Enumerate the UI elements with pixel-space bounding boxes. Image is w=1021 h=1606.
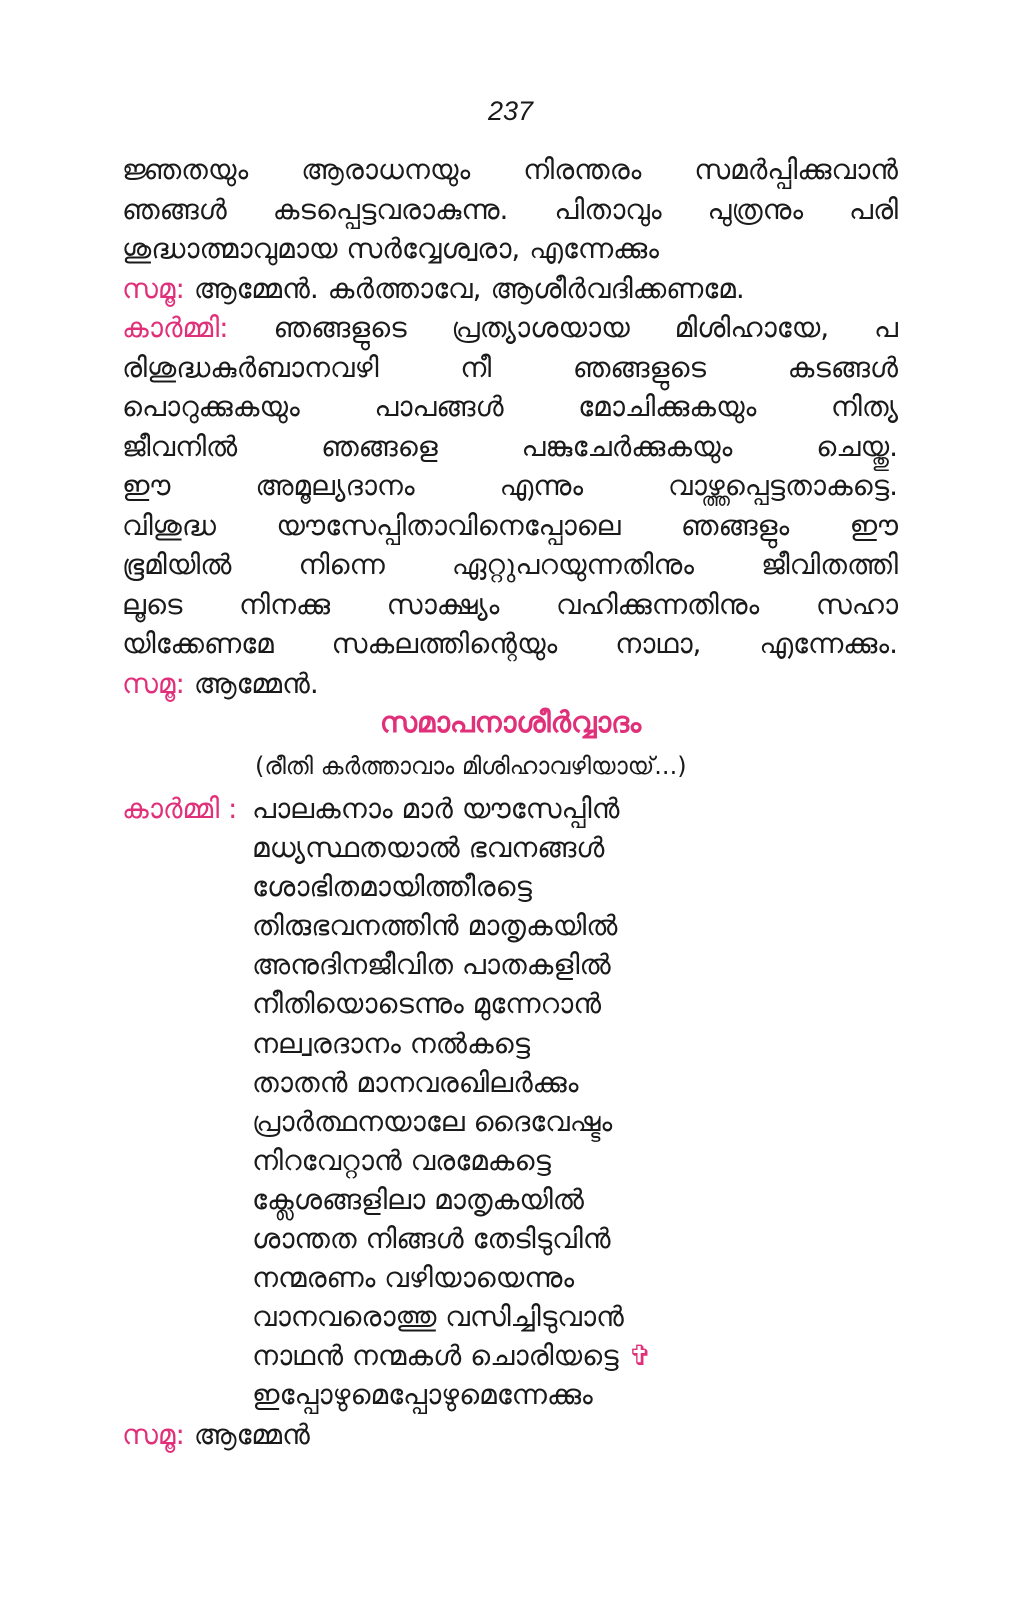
prose-text: ഈ അമൂല്യദാനം എന്നും വാഴ്ത്തപ്പെട്ടതാകട്ടെ. — [122, 469, 898, 502]
speaker-label: സമൂ: — [122, 271, 185, 305]
hymn-line — [252, 1024, 652, 1063]
prose-text: യിക്കേണമേ സകലത്തിന്റെയും നാഥാ, എന്നേക്കും. — [122, 627, 898, 660]
prose-text: ഞങ്ങളുടെ പ്രത്യാശയായ മിശിഹായേ, പ — [273, 311, 899, 344]
hymn-line-text: പ്രാർത്ഥനയാലേ ദൈവേഷ്ടം — [252, 1104, 613, 1138]
section-heading: സമാപനാശീർവ്വാദം — [379, 705, 642, 739]
hymn-line — [252, 1063, 652, 1102]
final-response-text: ആമ്മേൻ — [193, 1418, 310, 1451]
hymn-line — [252, 906, 652, 945]
tune-note: (രീതി കർത്താവാം മിശിഹാവഴിയായ്...) — [255, 752, 687, 780]
hymn-line-text: വാനവരൊത്തു വസിച്ചിടുവാൻ — [252, 1300, 624, 1334]
prose-line — [122, 348, 898, 388]
prose-text: വിശുദ്ധ യൗസേപ്പിതാവിനെപ്പോലെ ഞങ്ങളും ഈ — [122, 508, 898, 542]
hymn-line-text: നിറവേറ്റാൻ വരമേകട്ടെ — [252, 1143, 551, 1177]
page-number: 237 — [487, 96, 534, 126]
prose-line — [122, 269, 898, 309]
hymn-line-text: അനുദിനജീവിത പാതകളിൽ — [252, 948, 611, 982]
hymn-line — [252, 984, 652, 1023]
speaker-label: സമൂ: — [122, 666, 185, 700]
prose-text: ലൂടെ നിനക്കു സാക്ഷ്യം വഹിക്കുന്നതിനും സഹാ — [122, 587, 898, 621]
hymn-line-text: ശോഭിതമായിത്തീരട്ടെ — [252, 870, 532, 904]
prose-line — [122, 308, 898, 348]
prose-text: ജീവനിൽ ഞങ്ങളെ പങ്കുചേർക്കുകയും ചെയ്തു. — [122, 429, 898, 463]
cross-icon: ✞ — [628, 1339, 652, 1373]
prose-text: രിശുദ്ധകുർബാനവഴി നീ ഞങ്ങളുടെ കടങ്ങൾ — [122, 350, 898, 384]
hymn-line — [252, 1258, 652, 1297]
prose-line — [122, 427, 898, 467]
hymn-line-text: മധ്യസ്ഥതയാൽ ഭവനങ്ങൾ — [252, 831, 605, 865]
hymn-line — [252, 1180, 652, 1219]
prose-line — [122, 624, 898, 664]
hymn-line — [252, 789, 652, 828]
hymn-line — [252, 867, 652, 906]
hymn-line-text: പാലകനാം മാർ യൗസേപ്പിൻ — [252, 792, 620, 825]
hymn-line — [252, 1102, 652, 1141]
hymn-line-text: നാഥൻ നന്മകൾ ചൊരിയട്ടെ — [252, 1339, 619, 1373]
final-response — [122, 1415, 310, 1454]
prose-line — [122, 466, 898, 506]
prose-line — [122, 229, 898, 269]
hymn-speaker-label: കാർമ്മി : — [122, 792, 238, 825]
hymn-line-text: നല്വരദാനം നൽകട്ടെ — [252, 1026, 531, 1060]
hymn-line — [252, 1297, 652, 1336]
hymn-line-text: തിരുഭവനത്തിൻ മാതൃകയിൽ — [252, 909, 618, 943]
prose-text: ആമ്മേൻ. — [193, 666, 319, 700]
prose-line — [122, 150, 898, 190]
prose-line — [122, 664, 898, 704]
prose-text: ഭൂമിയിൽ നിന്നെ ഏറ്റുപറയുന്നതിനും ജീവിതത്തി — [122, 548, 898, 581]
hymn-line — [252, 1336, 652, 1375]
hymn-line — [252, 1219, 652, 1258]
speaker-label: കാർമ്മി: — [122, 311, 229, 344]
hymn-line-text: താതൻ മാനവരഖിലർക്കും — [252, 1065, 579, 1099]
hymn-line-text: ക്ലേശങ്ങളിലാ മാതൃകയിൽ — [252, 1182, 584, 1216]
prose-line — [122, 190, 898, 230]
prose-line — [122, 387, 898, 427]
prayer-prose — [122, 150, 898, 703]
hymn-line — [252, 945, 652, 984]
hymn-line-text: നീതിയൊടെന്നും മുന്നേറാൻ — [252, 987, 602, 1021]
prose-text: ഞങ്ങൾ കടപ്പെട്ടവരാകുന്നു. പിതാവും പുത്രനും പരി — [122, 192, 898, 226]
final-response-speaker: സമൂ: — [122, 1418, 185, 1451]
hymn-line-text: ഇപ്പോഴുമെപ്പോഴുമെന്നേക്കും — [252, 1378, 593, 1412]
hymn-verses — [252, 789, 652, 1415]
hymn-line-text: നന്മരണം വഴിയായെന്നും — [252, 1261, 575, 1295]
hymn-line-text: ശാന്തത നിങ്ങൾ തേടിടുവിൻ — [252, 1222, 611, 1256]
prose-line — [122, 506, 898, 546]
hymn-line — [252, 1141, 652, 1180]
hymn-line — [252, 828, 652, 867]
prose-text: ശുദ്ധാത്മാവുമായ സർവ്വേശ്വരാ, എന്നേക്കും — [122, 232, 659, 265]
prose-text: പൊറുക്കുകയും പാപങ്ങൾ മോചിക്കുകയും നിത്യ — [122, 390, 898, 423]
hymn-line — [252, 1375, 652, 1414]
prose-text: ജ്ഞതയും ആരാധനയും നിരന്തരം സമർപ്പിക്കുവാൻ — [122, 153, 898, 186]
prose-line — [122, 545, 898, 585]
prose-line — [122, 585, 898, 625]
prose-text: ആമ്മേൻ. കർത്താവേ, ആശീർവദിക്കണമേ. — [193, 271, 745, 305]
